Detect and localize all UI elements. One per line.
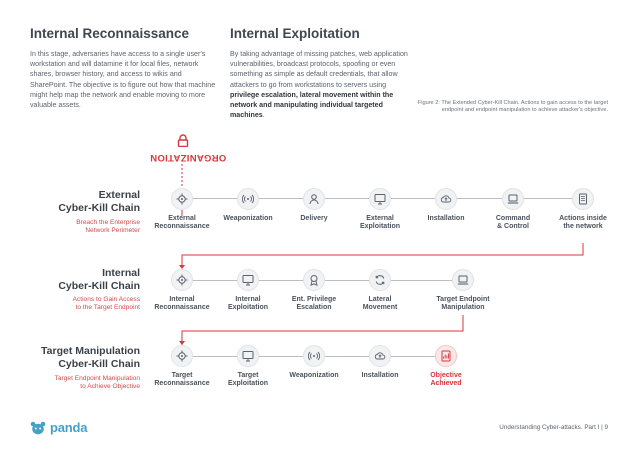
stage-weaponization: Weaponization <box>208 188 288 223</box>
stage-target-installation: Installation <box>340 345 420 380</box>
row-3-subtitle: Target Endpoint Manipulation to Achieve Objective <box>54 375 140 391</box>
organization-label: ORGANIZATION <box>150 152 227 163</box>
cloud-upload-icon <box>369 345 391 367</box>
right-section-title: Internal Exploitation <box>230 26 360 41</box>
stage-lateral-movement: Lateral Movement <box>340 269 420 312</box>
target-icon <box>171 345 193 367</box>
page-footer: Understanding Cyber-attacks. Part I | 9 <box>499 424 608 431</box>
figure-caption: Figure 2: The Extended Cyber-Kill Chain. Actions to gain access to the target endpoint and endpoint manipulation to achieve attacker's objective. <box>417 100 608 114</box>
monitor-icon <box>237 269 259 291</box>
stage-target-exploitation: Target Exploitation <box>208 345 288 388</box>
row-1-subtitle: Breach the Enterprise Network Perimeter <box>76 219 140 235</box>
user-icon <box>303 188 325 210</box>
badge-icon <box>303 269 325 291</box>
laptop-icon <box>502 188 524 210</box>
left-section-title: Internal Reconnaissance <box>30 26 190 41</box>
right-section-body: By taking advantage of missing patches, web application vulnerabilities, broadcast protocols, spoofing or even something as simple as default credentials, that allow attackers to go from workstations to servers using privilege escalation, lateral movement within the network and manipulating individual targeted machines. <box>230 50 408 120</box>
stage-installation: Installation <box>406 188 486 223</box>
stage-target-endpoint-manipulation: Target Endpoint Manipulation <box>406 269 486 312</box>
document-icon <box>572 188 594 210</box>
target-icon <box>171 269 193 291</box>
stage-command-control: Command & Control <box>473 188 553 231</box>
brand-name: panda <box>50 420 88 435</box>
laptop-icon <box>452 269 474 291</box>
row-3-title: Target Manipulation Cyber-Kill Chain <box>41 345 140 370</box>
stage-actions-inside-network: Actions inside the network <box>543 188 623 231</box>
row-2-subtitle: Actions to Gain Access to the Target Endpoint <box>72 296 140 312</box>
stage-privilege-escalation: Ent. Privilege Escalation <box>274 269 354 312</box>
cloud-upload-icon <box>435 188 457 210</box>
right-section-body-bold: privilege escalation, lateral movement within the network and manipulating individual targeted machines <box>230 90 394 120</box>
stage-external-exploitation: External Exploitation <box>340 188 420 231</box>
stage-delivery: Delivery <box>274 188 354 223</box>
left-section-body: In this stage, adversaries have access to a single user's workstation and will datamine it for local files, network shares, browser history, and access to wikis and SharePoint. The objective is to figure out how that machine might help map the network and enable moving to more valuable assets. <box>30 50 216 110</box>
monitor-icon <box>369 188 391 210</box>
radar-icon <box>237 188 259 210</box>
radar-icon <box>303 345 325 367</box>
row-1-title: External Cyber-Kill Chain <box>58 189 140 214</box>
chart-document-icon <box>435 345 457 367</box>
row-2-title: Internal Cyber-Kill Chain <box>58 267 140 292</box>
stage-internal-reconnaissance: Internal Reconnaissance <box>142 269 222 312</box>
stage-target-weaponization: Weaponization <box>274 345 354 380</box>
stage-external-reconnaissance: External Reconnaissance <box>142 188 222 231</box>
stage-internal-exploitation: Internal Exploitation <box>208 269 288 312</box>
target-icon <box>171 188 193 210</box>
stage-objective-achieved: Objective Achieved <box>406 345 486 388</box>
refresh-icon <box>369 269 391 291</box>
stage-target-reconnaissance: Target Reconnaissance <box>142 345 222 388</box>
monitor-icon <box>237 345 259 367</box>
